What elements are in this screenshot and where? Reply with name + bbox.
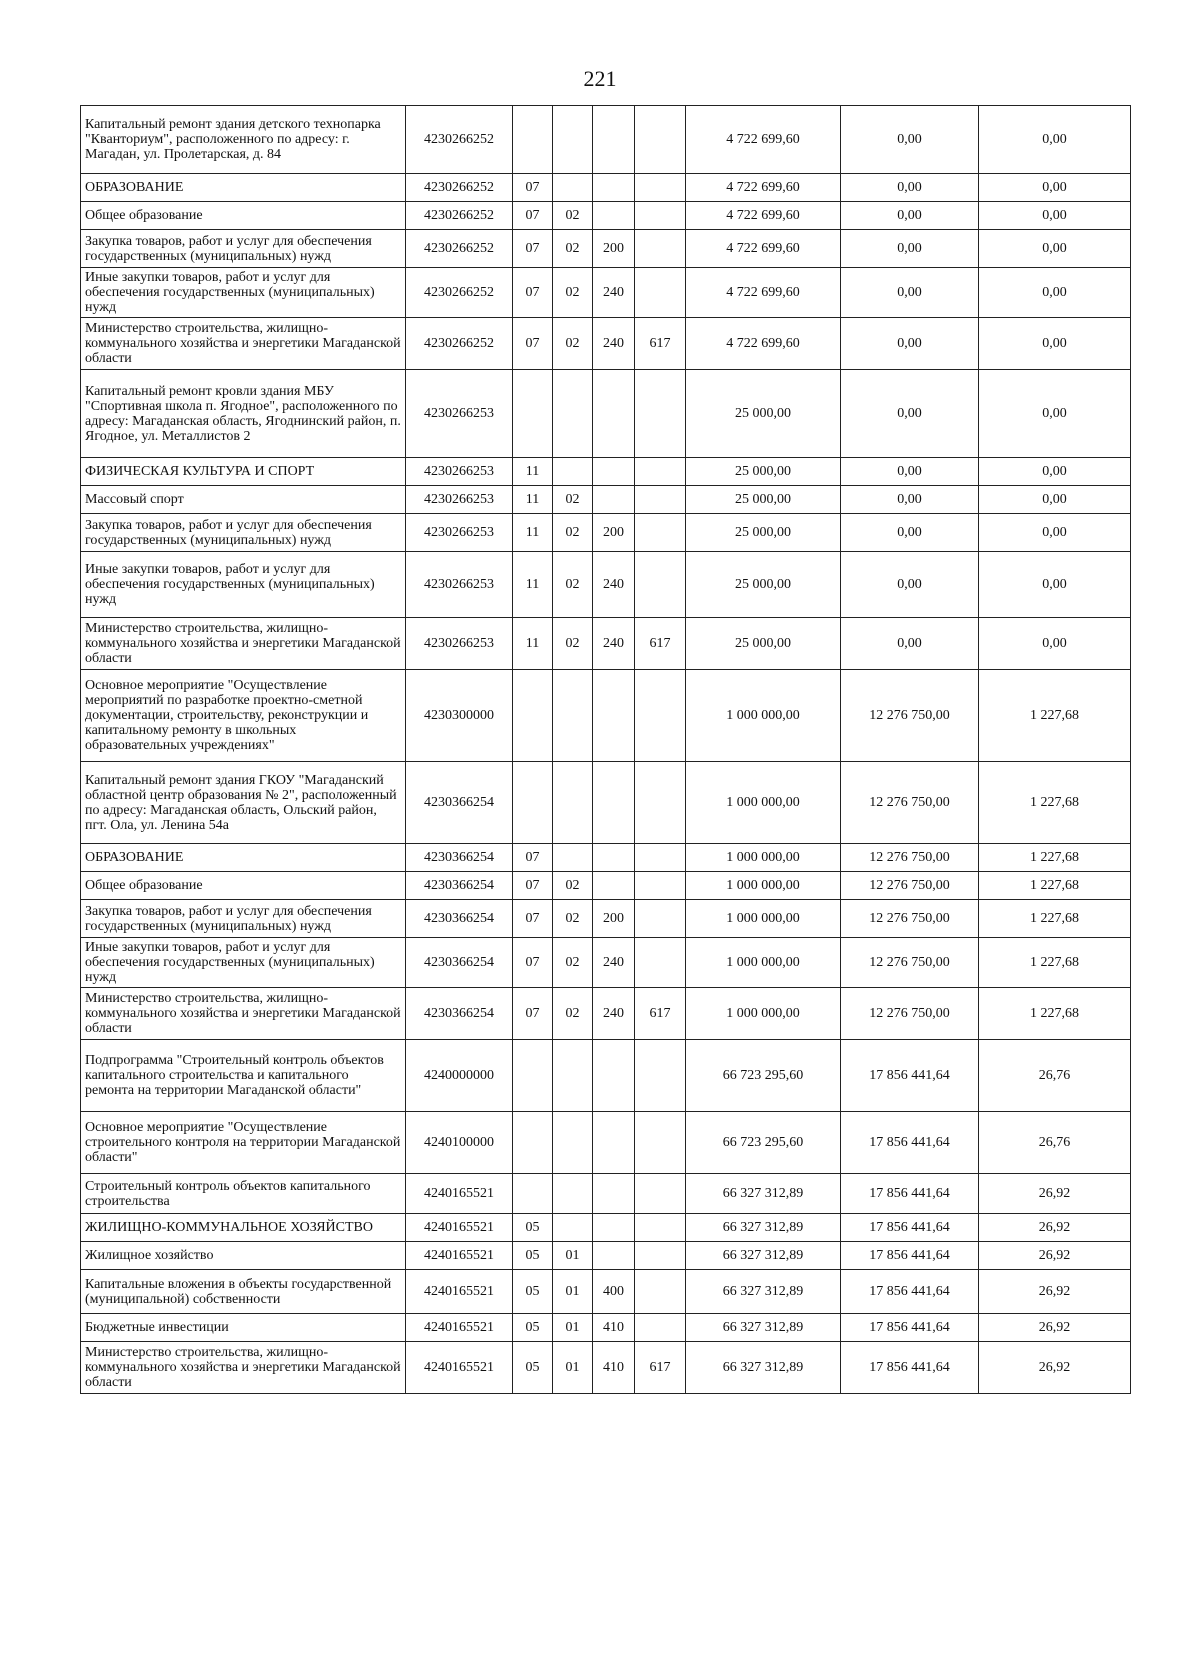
target-code-cell: 4230366254: [406, 762, 513, 844]
table-row: [81, 1342, 1131, 1394]
subsection-cell: [553, 1112, 593, 1174]
percent-cell: 0,00: [979, 514, 1131, 552]
amount-2-cell: 0,00: [841, 370, 979, 458]
amount-2-cell: 0,00: [841, 618, 979, 670]
table-row: [81, 1112, 1131, 1174]
expense-type-cell: 240: [593, 618, 635, 670]
admin-code-cell: [635, 1112, 686, 1174]
row-name-cell: Бюджетные инвестиции: [81, 1314, 406, 1342]
target-code-cell: 4230266252: [406, 174, 513, 202]
amount-2-cell: 0,00: [841, 202, 979, 230]
expense-type-cell: [593, 106, 635, 174]
amount-2-cell: 0,00: [841, 514, 979, 552]
percent-cell: 0,00: [979, 618, 1131, 670]
admin-code-cell: 617: [635, 618, 686, 670]
amount-2-cell: 12 276 750,00: [841, 988, 979, 1040]
admin-code-cell: [635, 230, 686, 268]
amount-2-cell: 17 856 441,64: [841, 1342, 979, 1394]
amount-1-cell: 4 722 699,60: [686, 106, 841, 174]
amount-2-cell: 17 856 441,64: [841, 1040, 979, 1112]
subsection-cell: [553, 174, 593, 202]
table-row: [81, 106, 1131, 174]
amount-2-cell: 12 276 750,00: [841, 670, 979, 762]
amount-2-cell: 12 276 750,00: [841, 762, 979, 844]
section-cell: 11: [513, 514, 553, 552]
section-cell: 07: [513, 900, 553, 938]
row-name-cell: Министерство строительства, жилищно-коммунального хозяйства и энергетики Магаданской области: [81, 318, 406, 370]
admin-code-cell: [635, 900, 686, 938]
amount-1-cell: 66 327 312,89: [686, 1174, 841, 1214]
table-row: [81, 670, 1131, 762]
table-row: [81, 1040, 1131, 1112]
section-cell: 11: [513, 486, 553, 514]
percent-cell: 1 227,68: [979, 900, 1131, 938]
section-cell: [513, 370, 553, 458]
row-name-cell: Иные закупки товаров, работ и услуг для обеспечения государственных (муниципальных) нужд: [81, 552, 406, 618]
expense-type-cell: 200: [593, 900, 635, 938]
subsection-cell: 02: [553, 872, 593, 900]
amount-1-cell: 1 000 000,00: [686, 900, 841, 938]
subsection-cell: 02: [553, 618, 593, 670]
target-code-cell: 4230266252: [406, 230, 513, 268]
section-cell: 05: [513, 1342, 553, 1394]
section-cell: 07: [513, 318, 553, 370]
row-name-cell: Министерство строительства, жилищно-коммунального хозяйства и энергетики Магаданской области: [81, 618, 406, 670]
target-code-cell: 4230266253: [406, 486, 513, 514]
expense-type-cell: [593, 370, 635, 458]
amount-1-cell: 1 000 000,00: [686, 872, 841, 900]
amount-1-cell: 1 000 000,00: [686, 762, 841, 844]
expense-type-cell: 410: [593, 1342, 635, 1394]
amount-2-cell: 0,00: [841, 106, 979, 174]
amount-2-cell: 0,00: [841, 268, 979, 318]
expense-type-cell: 200: [593, 514, 635, 552]
row-name-cell: Подпрограмма "Строительный контроль объектов капитального строительства и капитального ремонта на территории Магаданской области": [81, 1040, 406, 1112]
target-code-cell: 4230266253: [406, 618, 513, 670]
section-cell: 11: [513, 618, 553, 670]
subsection-cell: [553, 458, 593, 486]
amount-2-cell: 12 276 750,00: [841, 872, 979, 900]
amount-2-cell: 17 856 441,64: [841, 1112, 979, 1174]
amount-1-cell: 66 723 295,60: [686, 1112, 841, 1174]
row-name-cell: ОБРАЗОВАНИЕ: [81, 844, 406, 872]
target-code-cell: 4240165521: [406, 1174, 513, 1214]
target-code-cell: 4230266253: [406, 552, 513, 618]
expense-type-cell: [593, 174, 635, 202]
section-cell: 07: [513, 202, 553, 230]
expense-type-cell: [593, 458, 635, 486]
subsection-cell: 02: [553, 552, 593, 618]
row-name-cell: ФИЗИЧЕСКАЯ КУЛЬТУРА И СПОРТ: [81, 458, 406, 486]
expense-type-cell: [593, 1040, 635, 1112]
amount-1-cell: 66 327 312,89: [686, 1342, 841, 1394]
amount-1-cell: 25 000,00: [686, 458, 841, 486]
table-row: [81, 370, 1131, 458]
amount-1-cell: 1 000 000,00: [686, 988, 841, 1040]
percent-cell: 0,00: [979, 106, 1131, 174]
section-cell: [513, 1040, 553, 1112]
target-code-cell: 4230266252: [406, 318, 513, 370]
amount-2-cell: 17 856 441,64: [841, 1214, 979, 1242]
admin-code-cell: 617: [635, 1342, 686, 1394]
target-code-cell: 4230366254: [406, 988, 513, 1040]
percent-cell: 1 227,68: [979, 988, 1131, 1040]
admin-code-cell: [635, 938, 686, 988]
table-row: [81, 318, 1131, 370]
admin-code-cell: [635, 872, 686, 900]
percent-cell: 0,00: [979, 174, 1131, 202]
admin-code-cell: [635, 1270, 686, 1314]
table-row: [81, 486, 1131, 514]
table-row: [81, 988, 1131, 1040]
table-row: [81, 202, 1131, 230]
table-row: [81, 1174, 1131, 1214]
subsection-cell: [553, 106, 593, 174]
amount-2-cell: 0,00: [841, 552, 979, 618]
percent-cell: 26,92: [979, 1342, 1131, 1394]
target-code-cell: 4230266252: [406, 268, 513, 318]
amount-2-cell: 17 856 441,64: [841, 1270, 979, 1314]
amount-1-cell: 1 000 000,00: [686, 844, 841, 872]
expense-type-cell: 200: [593, 230, 635, 268]
subsection-cell: [553, 1174, 593, 1214]
target-code-cell: 4240165521: [406, 1314, 513, 1342]
admin-code-cell: [635, 1040, 686, 1112]
admin-code-cell: [635, 1214, 686, 1242]
subsection-cell: 01: [553, 1314, 593, 1342]
section-cell: 05: [513, 1214, 553, 1242]
percent-cell: 0,00: [979, 458, 1131, 486]
section-cell: [513, 670, 553, 762]
amount-2-cell: 17 856 441,64: [841, 1174, 979, 1214]
expense-type-cell: 240: [593, 988, 635, 1040]
amount-2-cell: 12 276 750,00: [841, 900, 979, 938]
amount-1-cell: 4 722 699,60: [686, 202, 841, 230]
table-row: [81, 1270, 1131, 1314]
subsection-cell: [553, 670, 593, 762]
target-code-cell: 4230266253: [406, 458, 513, 486]
subsection-cell: 02: [553, 938, 593, 988]
section-cell: [513, 762, 553, 844]
row-name-cell: Министерство строительства, жилищно-коммунального хозяйства и энергетики Магаданской области: [81, 1342, 406, 1394]
table-row: [81, 230, 1131, 268]
table-row: [81, 174, 1131, 202]
admin-code-cell: [635, 844, 686, 872]
table-body: [81, 106, 1131, 1394]
expense-type-cell: 240: [593, 938, 635, 988]
section-cell: 07: [513, 230, 553, 268]
amount-1-cell: 66 327 312,89: [686, 1242, 841, 1270]
amount-1-cell: 1 000 000,00: [686, 938, 841, 988]
subsection-cell: 01: [553, 1270, 593, 1314]
expense-type-cell: [593, 486, 635, 514]
target-code-cell: 4240165521: [406, 1214, 513, 1242]
table-row: [81, 1214, 1131, 1242]
amount-2-cell: 12 276 750,00: [841, 938, 979, 988]
amount-2-cell: 0,00: [841, 230, 979, 268]
table-row: [81, 900, 1131, 938]
admin-code-cell: [635, 370, 686, 458]
table-row: [81, 618, 1131, 670]
target-code-cell: 4230366254: [406, 844, 513, 872]
row-name-cell: Закупка товаров, работ и услуг для обеспечения государственных (муниципальных) нужд: [81, 514, 406, 552]
table-row: [81, 844, 1131, 872]
table-row: [81, 872, 1131, 900]
amount-2-cell: 17 856 441,64: [841, 1314, 979, 1342]
row-name-cell: Общее образование: [81, 202, 406, 230]
expense-type-cell: [593, 1174, 635, 1214]
percent-cell: 1 227,68: [979, 670, 1131, 762]
admin-code-cell: [635, 202, 686, 230]
admin-code-cell: 617: [635, 318, 686, 370]
amount-2-cell: 0,00: [841, 318, 979, 370]
amount-1-cell: 1 000 000,00: [686, 670, 841, 762]
percent-cell: 1 227,68: [979, 844, 1131, 872]
amount-1-cell: 4 722 699,60: [686, 230, 841, 268]
amount-2-cell: 12 276 750,00: [841, 844, 979, 872]
section-cell: [513, 1112, 553, 1174]
target-code-cell: 4240165521: [406, 1342, 513, 1394]
row-name-cell: Министерство строительства, жилищно-коммунального хозяйства и энергетики Магаданской области: [81, 988, 406, 1040]
admin-code-cell: [635, 486, 686, 514]
subsection-cell: [553, 762, 593, 844]
table-row: [81, 268, 1131, 318]
subsection-cell: 01: [553, 1242, 593, 1270]
percent-cell: 1 227,68: [979, 938, 1131, 988]
section-cell: 05: [513, 1270, 553, 1314]
target-code-cell: 4240165521: [406, 1270, 513, 1314]
amount-2-cell: 17 856 441,64: [841, 1242, 979, 1270]
table-row: [81, 552, 1131, 618]
subsection-cell: 01: [553, 1342, 593, 1394]
section-cell: 07: [513, 872, 553, 900]
row-name-cell: Капитальные вложения в объекты государственной (муниципальной) собственности: [81, 1270, 406, 1314]
percent-cell: 0,00: [979, 486, 1131, 514]
subsection-cell: 02: [553, 318, 593, 370]
target-code-cell: 4230366254: [406, 900, 513, 938]
section-cell: [513, 106, 553, 174]
amount-1-cell: 66 327 312,89: [686, 1270, 841, 1314]
expense-type-cell: 410: [593, 1314, 635, 1342]
row-name-cell: Закупка товаров, работ и услуг для обеспечения государственных (муниципальных) нужд: [81, 230, 406, 268]
section-cell: 05: [513, 1314, 553, 1342]
percent-cell: 0,00: [979, 268, 1131, 318]
table-row: [81, 1242, 1131, 1270]
subsection-cell: 02: [553, 900, 593, 938]
percent-cell: 1 227,68: [979, 762, 1131, 844]
subsection-cell: [553, 1040, 593, 1112]
percent-cell: 26,76: [979, 1112, 1131, 1174]
section-cell: 07: [513, 938, 553, 988]
percent-cell: 26,92: [979, 1242, 1131, 1270]
row-name-cell: Иные закупки товаров, работ и услуг для обеспечения государственных (муниципальных) нужд: [81, 268, 406, 318]
percent-cell: 1 227,68: [979, 872, 1131, 900]
expense-type-cell: [593, 872, 635, 900]
row-name-cell: ЖИЛИЩНО-КОММУНАЛЬНОЕ ХОЗЯЙСТВО: [81, 1214, 406, 1242]
subsection-cell: 02: [553, 268, 593, 318]
row-name-cell: Капитальный ремонт здания ГКОУ "Магаданский областной центр образования № 2", расположенный по адресу: Магаданская область, Ольский район, пгт. Ола, ул. Ленина 54а: [81, 762, 406, 844]
row-name-cell: Строительный контроль объектов капитального строительства: [81, 1174, 406, 1214]
section-cell: 07: [513, 844, 553, 872]
table-row: [81, 1314, 1131, 1342]
expense-type-cell: 240: [593, 552, 635, 618]
expense-type-cell: [593, 844, 635, 872]
expense-type-cell: [593, 1214, 635, 1242]
row-name-cell: Основное мероприятие "Осуществление строительного контроля на территории Магаданской области": [81, 1112, 406, 1174]
section-cell: 11: [513, 458, 553, 486]
admin-code-cell: [635, 1174, 686, 1214]
admin-code-cell: [635, 762, 686, 844]
expense-type-cell: 240: [593, 268, 635, 318]
subsection-cell: 02: [553, 514, 593, 552]
row-name-cell: Массовый спорт: [81, 486, 406, 514]
row-name-cell: Основное мероприятие "Осуществление мероприятий по разработке проектно-сметной документации, строительству, реконструкции и капитальному ремонту в школьных образовательных учреждениях": [81, 670, 406, 762]
target-code-cell: 4230366254: [406, 872, 513, 900]
page-number: 221: [583, 66, 617, 91]
amount-1-cell: 66 723 295,60: [686, 1040, 841, 1112]
table-row: [81, 762, 1131, 844]
percent-cell: 0,00: [979, 202, 1131, 230]
section-cell: 07: [513, 988, 553, 1040]
amount-1-cell: 4 722 699,60: [686, 268, 841, 318]
expense-type-cell: 240: [593, 318, 635, 370]
expense-type-cell: [593, 670, 635, 762]
amount-2-cell: 0,00: [841, 486, 979, 514]
subsection-cell: [553, 370, 593, 458]
budget-table: [80, 105, 1131, 1394]
table-row: [81, 514, 1131, 552]
amount-2-cell: 0,00: [841, 174, 979, 202]
percent-cell: 26,92: [979, 1270, 1131, 1314]
admin-code-cell: [635, 670, 686, 762]
percent-cell: 26,92: [979, 1314, 1131, 1342]
target-code-cell: 4230266252: [406, 202, 513, 230]
section-cell: [513, 1174, 553, 1214]
expense-type-cell: [593, 202, 635, 230]
percent-cell: 0,00: [979, 318, 1131, 370]
percent-cell: 26,92: [979, 1174, 1131, 1214]
row-name-cell: ОБРАЗОВАНИЕ: [81, 174, 406, 202]
percent-cell: 0,00: [979, 230, 1131, 268]
admin-code-cell: [635, 1314, 686, 1342]
row-name-cell: Капитальный ремонт кровли здания МБУ "Спортивная школа п. Ягодное", расположенного по адресу: Магаданская область, Ягоднинский район, п. Ягодное, ул. Металлистов 2: [81, 370, 406, 458]
amount-1-cell: 4 722 699,60: [686, 318, 841, 370]
target-code-cell: 4230366254: [406, 938, 513, 988]
row-name-cell: Закупка товаров, работ и услуг для обеспечения государственных (муниципальных) нужд: [81, 900, 406, 938]
amount-2-cell: 0,00: [841, 458, 979, 486]
subsection-cell: [553, 1214, 593, 1242]
table-row: [81, 458, 1131, 486]
target-code-cell: 4230300000: [406, 670, 513, 762]
amount-1-cell: 66 327 312,89: [686, 1214, 841, 1242]
row-name-cell: Жилищное хозяйство: [81, 1242, 406, 1270]
amount-1-cell: 25 000,00: [686, 486, 841, 514]
target-code-cell: 4240100000: [406, 1112, 513, 1174]
admin-code-cell: 617: [635, 988, 686, 1040]
row-name-cell: Общее образование: [81, 872, 406, 900]
admin-code-cell: [635, 1242, 686, 1270]
section-cell: 07: [513, 268, 553, 318]
subsection-cell: 02: [553, 486, 593, 514]
amount-1-cell: 25 000,00: [686, 552, 841, 618]
row-name-cell: Капитальный ремонт здания детского технопарка "Кванториум", расположенного по адресу: г. Магадан, ул. Пролетарская, д. 84: [81, 106, 406, 174]
amount-1-cell: 25 000,00: [686, 370, 841, 458]
amount-1-cell: 4 722 699,60: [686, 174, 841, 202]
row-name-cell: Иные закупки товаров, работ и услуг для обеспечения государственных (муниципальных) нужд: [81, 938, 406, 988]
amount-1-cell: 25 000,00: [686, 618, 841, 670]
section-cell: 05: [513, 1242, 553, 1270]
subsection-cell: [553, 844, 593, 872]
admin-code-cell: [635, 106, 686, 174]
target-code-cell: 4230266253: [406, 514, 513, 552]
percent-cell: 26,92: [979, 1214, 1131, 1242]
percent-cell: 26,76: [979, 1040, 1131, 1112]
expense-type-cell: 400: [593, 1270, 635, 1314]
admin-code-cell: [635, 458, 686, 486]
subsection-cell: 02: [553, 202, 593, 230]
admin-code-cell: [635, 514, 686, 552]
admin-code-cell: [635, 174, 686, 202]
subsection-cell: 02: [553, 988, 593, 1040]
expense-type-cell: [593, 762, 635, 844]
expense-type-cell: [593, 1112, 635, 1174]
target-code-cell: 4240000000: [406, 1040, 513, 1112]
admin-code-cell: [635, 268, 686, 318]
section-cell: 07: [513, 174, 553, 202]
percent-cell: 0,00: [979, 552, 1131, 618]
target-code-cell: 4230266253: [406, 370, 513, 458]
expense-type-cell: [593, 1242, 635, 1270]
section-cell: 11: [513, 552, 553, 618]
target-code-cell: 4230266252: [406, 106, 513, 174]
subsection-cell: 02: [553, 230, 593, 268]
target-code-cell: 4240165521: [406, 1242, 513, 1270]
amount-1-cell: 25 000,00: [686, 514, 841, 552]
admin-code-cell: [635, 552, 686, 618]
amount-1-cell: 66 327 312,89: [686, 1314, 841, 1342]
percent-cell: 0,00: [979, 370, 1131, 458]
table-row: [81, 938, 1131, 988]
